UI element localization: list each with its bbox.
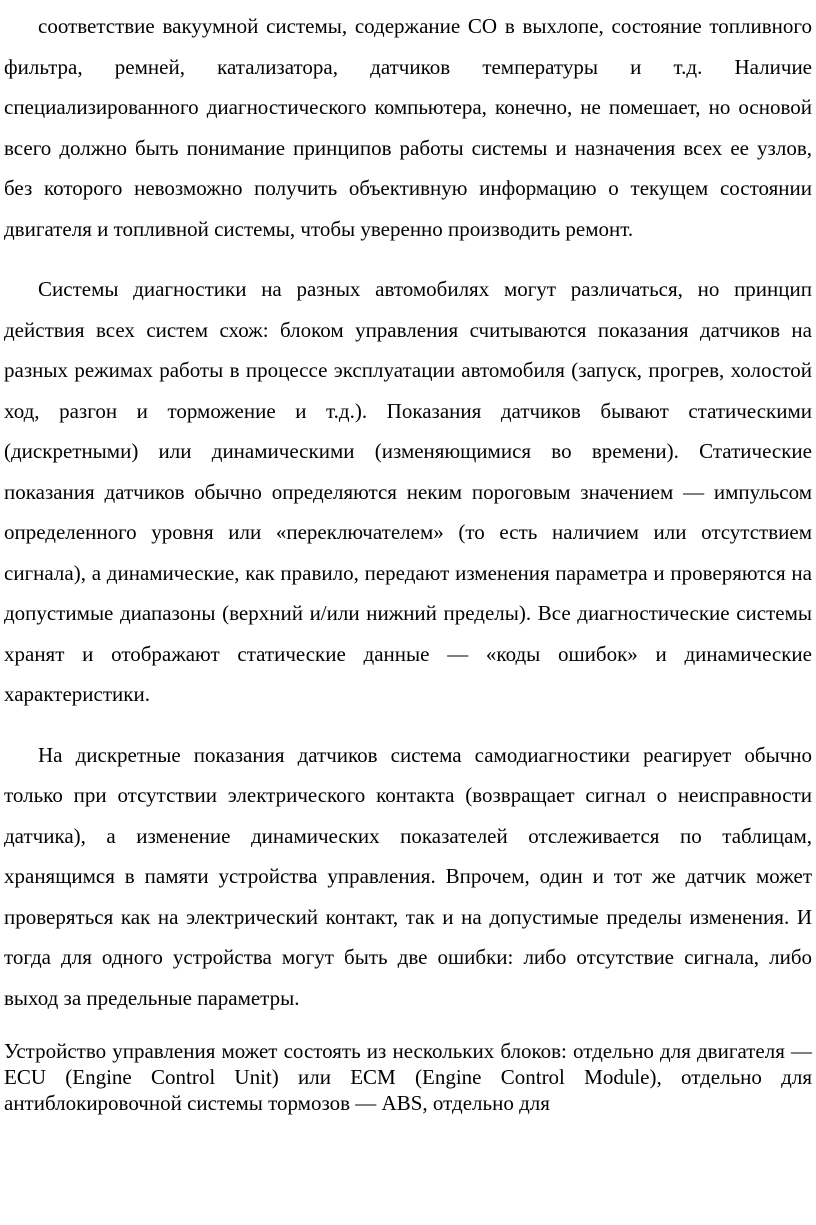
paragraph-spacer bbox=[4, 715, 812, 735]
paragraph-4: Устройство управления может состоять из нескольких блоков: отдельно для двигателя — ECU (Engine Control Unit) или ECM (Engine Control Module), отдельно для антиблокировочной системы тормозов — ABS, отдельно для bbox=[4, 1039, 812, 1115]
paragraph-3: На дискретные показания датчиков система самодиагностики реагирует обычно только при отсутствии электрического контакта (возвращает сигнал о неисправности датчика), а изменение динамических показателей отслеживается по таблицам, хранящимся в памяти устройства управления. Впрочем, один и тот же датчик может проверяться как на электрический контакт, так и на допустимые пределы изменения. И тогда для одного устройства могут быть две ошибки: либо отсутствие сигнала, либо выход за предельные параметры. bbox=[4, 742, 812, 1010]
paragraph-1: соответствие вакуумной системы, содержание СО в выхлопе, состояние топливного фильтра, ремней, катализатора, датчиков температуры и т.д. Наличие специализированного диагностического компьютера, конечно, не помешает, но основой всего должно быть понимание принципов работы системы и назначения всех ее узлов, без которого невозможно получить объективную информацию о текущем состоянии двигателя и топливной системы, чтобы уверенно производить ремонт. bbox=[4, 14, 812, 241]
paragraph-2: Системы диагностики на разных автомобилях могут различаться, но принцип действия всех систем схож: блоком управления считываются показания датчиков на разных режимах работы в процессе эксплуатации автомобиля (запуск, прогрев, холостой ход, разгон и торможение и т.д.). Показания датчиков бывают статическими (дискретными) или динамическими (изменяющимися во времени). Статические показания датчиков обычно определяются неким пороговым значением — импульсом определенного уровня или «переключателем» (то есть наличием или отсутствием сигнала), а динамические, как правило, передают изменения параметра и проверяются на допустимые диапазоны (верхний и/или нижний пределы). Все диагностические системы хранят и отображают статические данные — «коды ошибок» и динамические характеристики. bbox=[4, 277, 812, 706]
paragraph-spacer bbox=[4, 249, 812, 269]
paragraph-spacer bbox=[4, 1018, 812, 1038]
